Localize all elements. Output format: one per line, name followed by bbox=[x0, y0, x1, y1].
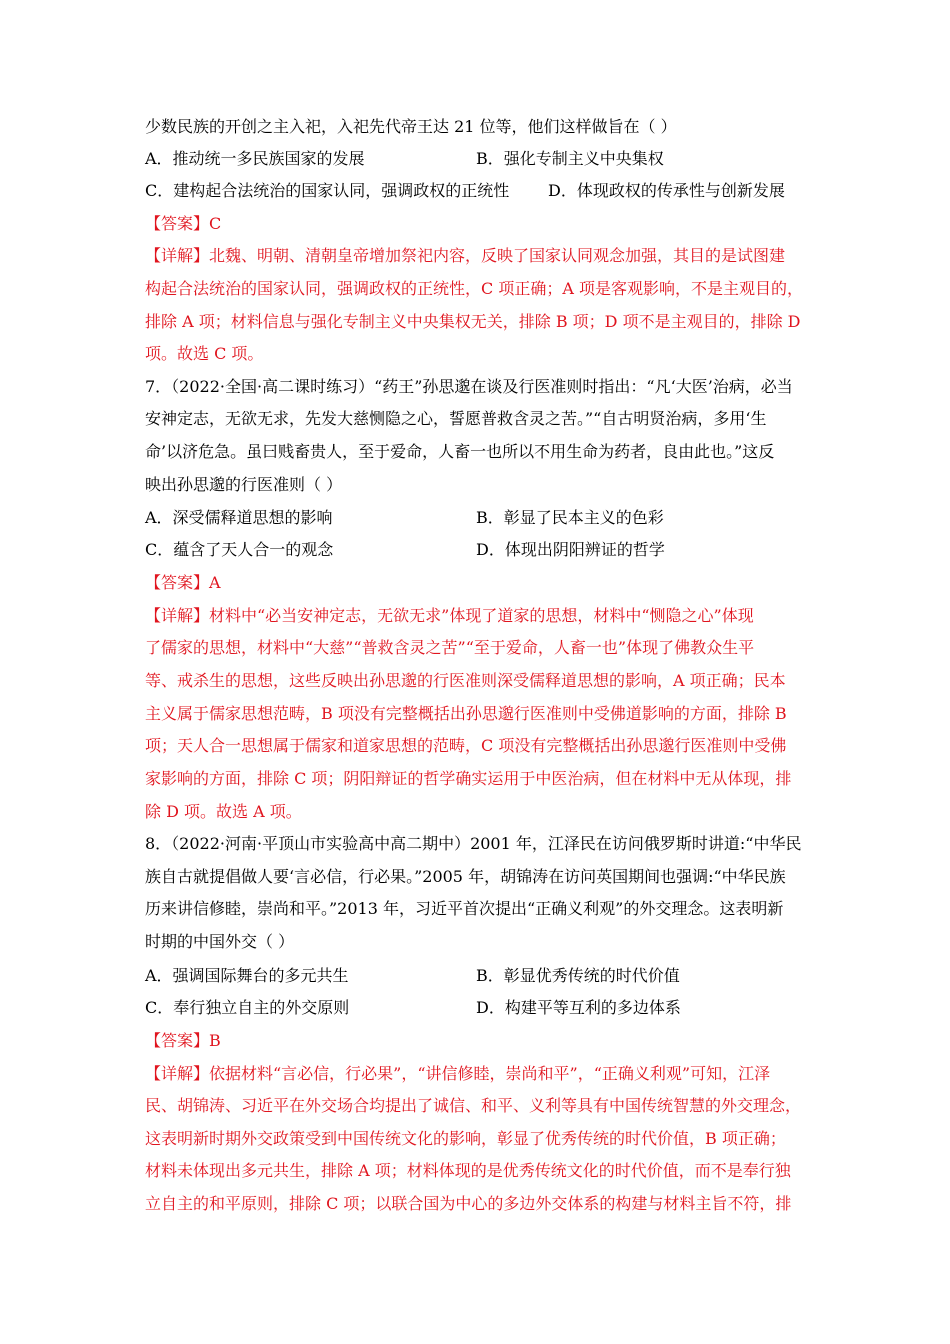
q7-option-d: D．体现出阴阳辨证的哲学 bbox=[476, 540, 665, 559]
q8-stem-line: 8．（2022·河南·平顶山市实验高中高二期中）2001 年，江泽民在访问俄罗斯时讲道:“中华民 bbox=[145, 834, 802, 853]
q7-detail-line: 【详解】材料中“必当安神定志，无欲无求”体现了道家的思想，材料中“恻隐之心”体现 bbox=[145, 606, 754, 625]
question-6-stem-tail: 少数民族的开创之主入祀，入祀先代帝王达 21 位等，他们这样做旨在（ ） bbox=[145, 117, 677, 136]
q8-detail-line: 材料未体现出多元共生，排除 A 项；材料体现的是优秀传统文化的时代价值，而不是奉行独 bbox=[145, 1161, 791, 1180]
q6-detail-line: 项。故选 C 项。 bbox=[145, 344, 264, 363]
q7-stem-line: 命’以济危急。虽曰贱畜贵人，至于爱命，人畜一也所以不用生命为药者，良由此也。”这反 bbox=[145, 442, 775, 461]
q8-option-c: C．奉行独立自主的外交原则 bbox=[145, 998, 350, 1017]
q8-stem-line: 族自古就提倡做人要‘言必信，行必果。”2005 年，胡锦涛在访问英国期间也强调:“中华民族 bbox=[145, 867, 786, 886]
q7-stem-line: 映出孙思邈的行医准则（ ） bbox=[145, 475, 343, 494]
q6-option-a: A．推动统一多民族国家的发展 bbox=[145, 149, 365, 168]
q6-detail-line: 排除 A 项；材料信息与强化专制主义中央集权无关，排除 B 项；D 项不是主观目的，排除 D bbox=[145, 312, 801, 331]
q7-detail-line: 家影响的方面，排除 C 项；阴阳辩证的哲学确实运用于中医治病，但在材料中无从体现，排 bbox=[145, 769, 792, 788]
q8-detail-line: 这表明新时期外交政策受到中国传统文化的影响，彰显了优秀传统的时代价值，B 项正确； bbox=[145, 1129, 786, 1148]
q6-detail-line: 【详解】北魏、明朝、清朝皇帝增加祭祀内容，反映了国家认同观念加强，其目的是试图建 bbox=[145, 246, 786, 265]
q7-option-b: B．彰显了民本主义的色彩 bbox=[476, 508, 664, 527]
q7-option-c: C．蕴含了天人合一的观念 bbox=[145, 540, 334, 559]
q6-option-d: D．体现政权的传承性与创新发展 bbox=[548, 181, 785, 200]
q8-stem-line: 历来讲信修睦，崇尚和平。”2013 年，习近平首次提出“正确义利观”的外交理念。这表明新 bbox=[145, 899, 784, 918]
q7-detail-line: 主义属于儒家思想范畴，B 项没有完整概括出孙思邈行医准则中受佛道影响的方面，排除 B bbox=[145, 704, 787, 723]
q8-option-b: B．彰显优秀传统的时代价值 bbox=[476, 966, 680, 985]
q7-detail-line: 等、戒杀生的思想，这些反映出孙思邈的行医准则深受儒释道思想的影响，A 项正确；民本 bbox=[145, 671, 786, 690]
q7-option-a: A．深受儒释道思想的影响 bbox=[145, 508, 333, 527]
q6-option-b: B．强化专制主义中央集权 bbox=[476, 149, 664, 168]
q8-stem-line: 时期的中国外交（ ） bbox=[145, 932, 295, 951]
q8-detail-line: 立自主的和平原则，排除 C 项；以联合国为中心的多边外交体系的构建与材料主旨不符，排 bbox=[145, 1194, 792, 1213]
q8-detail-line: 民、胡锦涛、习近平在外交场合均提出了诚信、和平、义利等具有中国传统智慧的外交理念， bbox=[145, 1096, 802, 1115]
q7-stem-line: 7．（2022·全国·高二课时练习）“药王”孙思邈在谈及行医准则时指出：“凡‘大医’治病，必当 bbox=[145, 377, 793, 396]
q6-option-c: C．建构起合法统治的国家认同，强调政权的正统性 bbox=[145, 181, 510, 200]
q8-option-d: D．构建平等互利的多边体系 bbox=[476, 998, 681, 1017]
q8-option-a: A．强调国际舞台的多元共生 bbox=[145, 966, 349, 985]
q6-detail-line: 构起合法统治的国家认同，强调政权的正统性，C 项正确；A 项是客观影响，不是主观目的， bbox=[145, 279, 803, 298]
q8-detail-line: 【详解】依据材料“言必信，行必果”，“讲信修睦，崇尚和平”，“正确义利观”可知，江泽 bbox=[145, 1064, 771, 1083]
q8-answer: 【答案】B bbox=[145, 1031, 221, 1050]
q7-detail-line: 项；天人合一思想属于儒家和道家思想的范畴，C 项没有完整概括出孙思邈行医准则中受佛 bbox=[145, 736, 787, 755]
q6-answer: 【答案】C bbox=[145, 214, 222, 233]
q7-detail-line: 了儒家的思想，材料中“大慈”“普救含灵之苦”“至于爱命，人畜一也”体现了佛教众生平 bbox=[145, 638, 755, 657]
q7-detail-line: 除 D 项。故选 A 项。 bbox=[145, 802, 302, 821]
q7-stem-line: 安神定志，无欲无求，先发大慈恻隐之心，誓愿普救含灵之苦。”“自古明贤治病，多用‘生 bbox=[145, 409, 767, 428]
q7-answer: 【答案】A bbox=[145, 573, 221, 592]
